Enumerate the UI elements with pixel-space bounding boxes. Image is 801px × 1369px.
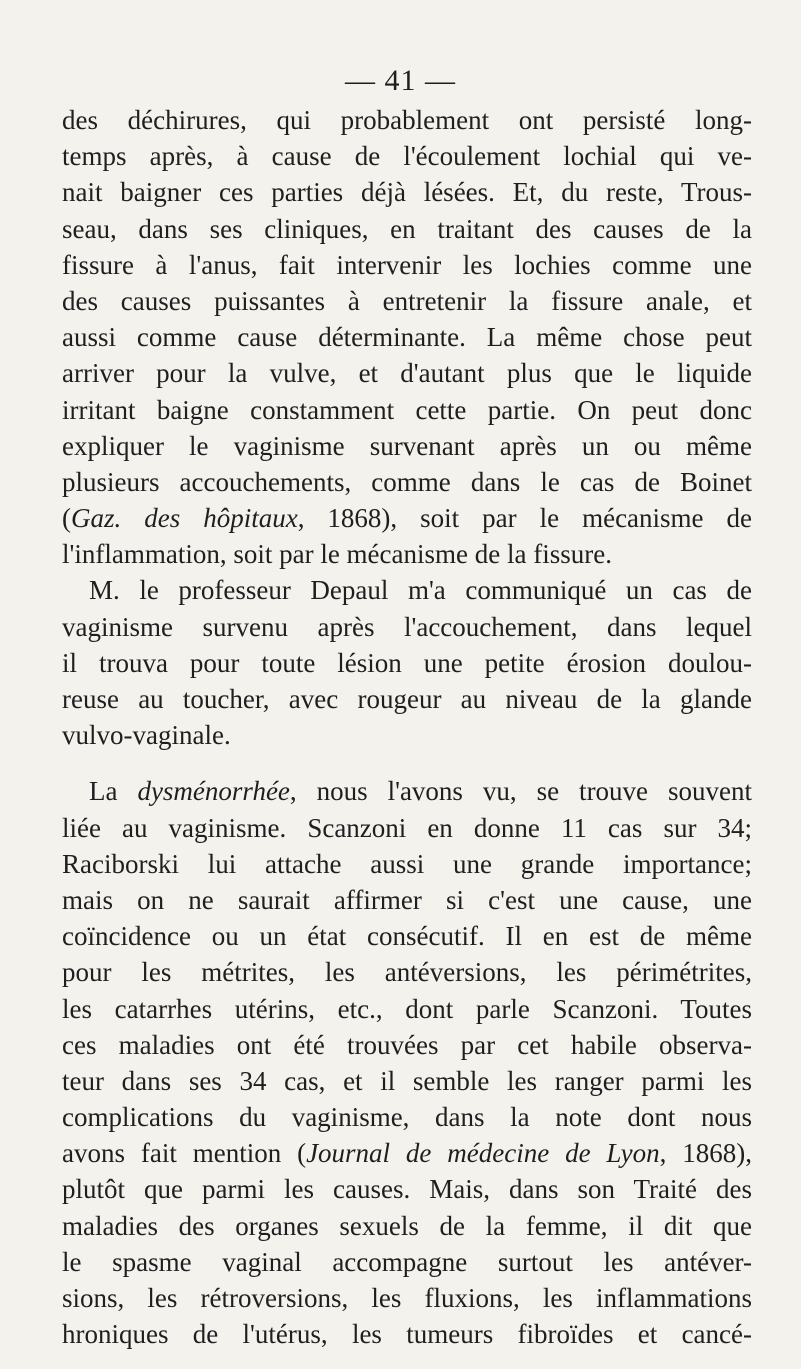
text-line: expliquer le vaginisme survenant après un ou même — [62, 430, 752, 461]
text-line: plutôt que parmi les causes. Mais, dans son Traité des — [62, 1174, 752, 1205]
text-line: vulvo-vaginale. — [62, 720, 231, 751]
text-line: coïncidence ou un état consécutif. Il en est de même — [62, 921, 752, 952]
text-line: vaginisme survenu après l'accouchement, dans lequel — [62, 611, 752, 642]
text-line: les catarrhes utérins, etc., dont parle Scanzoni. Toutes — [62, 993, 752, 1024]
page-number: — 41 — — [345, 64, 456, 97]
text-line: mais on ne saurait affirmer si c'est une cause, une — [62, 884, 752, 915]
text-line: plusieurs accouchements, comme dans le cas de Boinet — [62, 466, 752, 497]
text-line: nait baigner ces parties déjà lésées. Et, du reste, Trous- — [62, 177, 752, 208]
paragraph-2 — [62, 572, 752, 753]
text-line: arriver pour la vulve, et d'autant plus que le liquide — [62, 358, 752, 389]
text-line: des déchirures, qui probablement ont persisté long- — [62, 105, 752, 135]
text-line-with-citation — [62, 1135, 752, 1171]
text-line: aussi comme cause déterminante. La même chose peut — [62, 322, 752, 353]
text-line: complications du vaginisme, dans la note dont nous — [62, 1102, 752, 1133]
text-fragment: , 1868), — [659, 1138, 752, 1169]
text-fragment: La — [89, 776, 138, 807]
text-line: sions, les rétroversions, les fluxions, les inflammations — [62, 1283, 752, 1313]
text-line: ces maladies ont été trouvées par cet habile observa- — [62, 1029, 752, 1060]
paragraph-3 — [62, 773, 752, 1352]
text-line-with-italic — [62, 773, 752, 809]
text-fragment: , nous l'avons vu, se trouve souvent — [289, 776, 752, 807]
text-line: fissure à l'anus, fait intervenir les lochies comme une — [62, 249, 752, 280]
paragraph-gap — [62, 753, 752, 773]
italic-term: dysménorrhée — [137, 776, 290, 807]
italic-citation: Journal de médecine de Lyon — [306, 1138, 660, 1169]
text-fragment: , 1868), soit par le mécanisme de — [297, 503, 752, 534]
text-line: liée au vaginisme. Scanzoni en donne 11 cas sur 34; — [62, 812, 752, 843]
text-line: hroniques de l'utérus, les tumeurs fibroïdes et cancé- — [62, 1319, 752, 1350]
text-fragment: ( — [62, 503, 71, 534]
text-line-with-citation — [62, 500, 752, 536]
text-line: pour les métrites, les antéversions, les périmétrites, — [62, 957, 752, 988]
text-line: des causes puissantes à entretenir la fissure anale, et — [62, 285, 752, 316]
text-fragment: avons fait mention ( — [62, 1138, 307, 1169]
text-line: l'inflammation, soit par le mécanisme de la fissure. — [62, 539, 612, 570]
body-text — [62, 102, 752, 1352]
text-line: maladies des organes sexuels de la femme, il dit que — [62, 1210, 752, 1241]
text-line: irritant baigne constamment cette partie. On peut donc — [62, 394, 752, 425]
text-line: temps après, à cause de l'écoulement lochial qui ve- — [62, 141, 752, 172]
text-line: seau, dans ses cliniques, en traitant des causes de la — [62, 213, 752, 244]
text-line: il trouva pour toute lésion une petite érosion doulou- — [62, 647, 752, 678]
italic-citation: Gaz. des hôpitaux — [71, 503, 298, 534]
text-line: reuse au toucher, avec rougeur au niveau de la glande — [62, 684, 752, 714]
text-line: le spasme vaginal accompagne surtout les antéver- — [62, 1246, 752, 1277]
text-line: Raciborski lui attache aussi une grande importance; — [62, 848, 752, 879]
text-line: M. le professeur Depaul m'a communiqué un cas de — [89, 575, 752, 606]
paragraph-1 — [62, 102, 752, 572]
text-line: teur dans ses 34 cas, et il semble les ranger parmi les — [62, 1065, 752, 1096]
